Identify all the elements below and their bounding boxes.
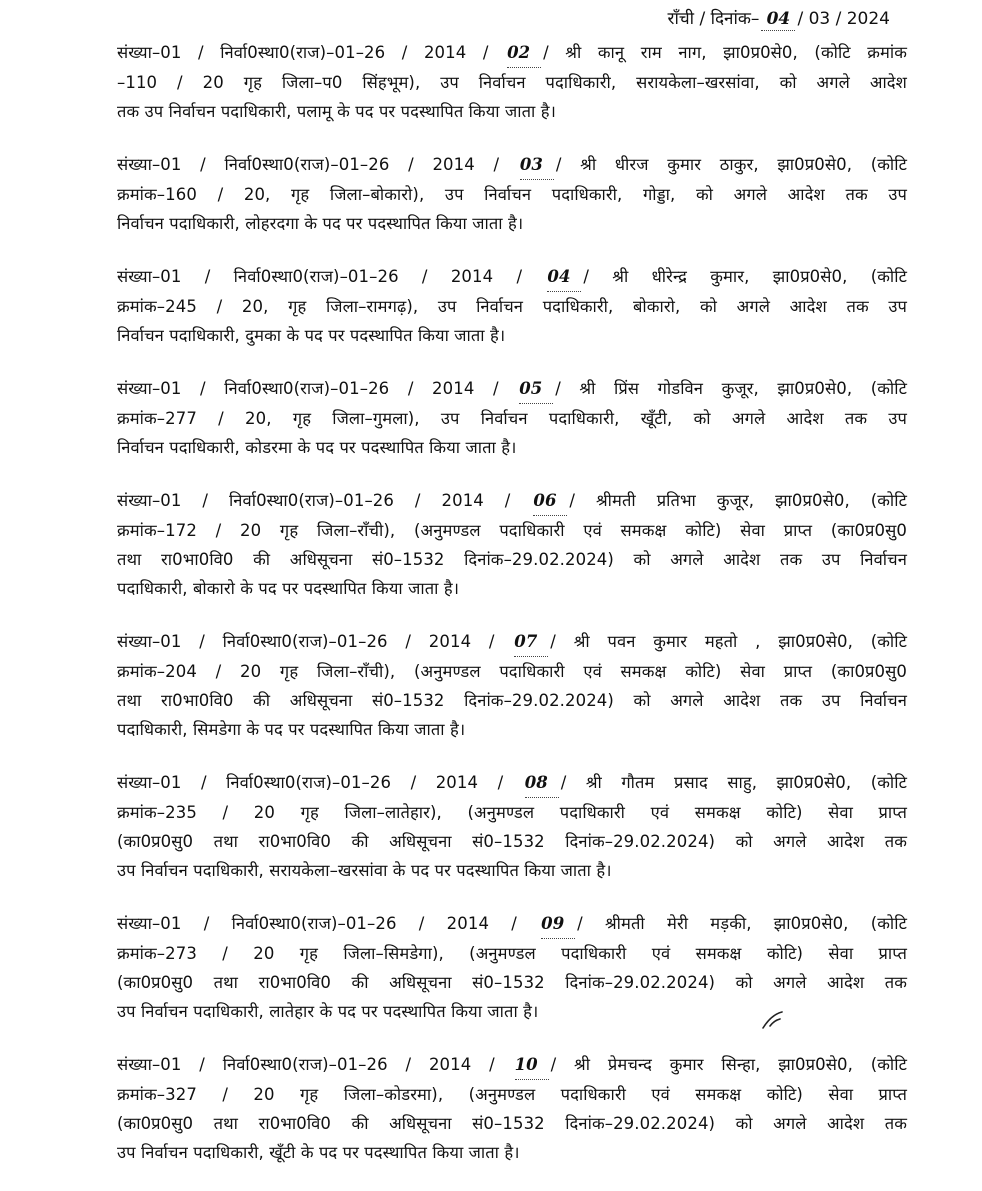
order-line-text: (का0प्र0सु0 तथा रा0भा0वि0 की अधिसूचना सं0–1532 दिनांक–29.02.2024) को अगले आदेश तक <box>117 832 907 851</box>
order-serial-prefix: संख्या–01 / निर्वा0स्था0(राज)–01–26 / 2014 / <box>117 773 523 792</box>
order-line-text: / श्री कानू राम नाग, झा0प्र0से0, (कोटि क्रमांक <box>543 43 907 62</box>
signature-mark <box>760 1010 786 1030</box>
order-line-text: –110 / 20 गृह जिला–प0 सिंहभूम), उप निर्वाचन पदाधिकारी, सरायकेला–खरसांवा, को अगले आदेश <box>117 73 907 92</box>
order-serial-prefix: संख्या–01 / निर्वा0स्था0(राज)–01–26 / 2014 / <box>117 267 546 286</box>
order-line-text: क्रमांक–327 / 20 गृह जिला–कोडरमा), (अनुमण्डल पदाधिकारी एवं समकक्ष कोटि) सेवा प्राप्त <box>117 1085 907 1104</box>
order-first-line <box>117 38 907 68</box>
order-line-text: क्रमांक–245 / 20, गृह जिला–रामगढ़), उप निर्वाचन पदाधिकारी, बोकारो, को अगले आदेश तक उप <box>117 297 907 316</box>
order-line-text: / श्री धीरज कुमार ठाकुर, झा0प्र0से0, (कोटि <box>555 155 907 174</box>
order-line-text: / श्री प्रेमचन्द कुमार सिन्हा, झा0प्र0से0, (कोटि <box>550 1055 907 1074</box>
order-line-text: तथा रा0भा0वि0 की अधिसूचना सं0–1532 दिनांक–29.02.2024) को अगले आदेश तक उप निर्वाचन <box>117 691 907 710</box>
order-line-text: उप निर्वाचन पदाधिकारी, खूँटी के पद पर पदस्थापित किया जाता है। <box>117 1143 520 1162</box>
order-line-text: / श्री पवन कुमार महतो , झा0प्र0से0, (कोटि <box>550 632 907 651</box>
order-line-text: (का0प्र0सु0 तथा रा0भा0वि0 की अधिसूचना सं0–1532 दिनांक–29.02.2024) को अगले आदेश तक <box>117 973 907 992</box>
order-line-text: उप निर्वाचन पदाधिकारी, सरायकेला–खरसांवा के पद पर पदस्थापित किया जाता है। <box>117 861 612 880</box>
order-entry <box>117 1050 907 1167</box>
order-line-text: क्रमांक–277 / 20, गृह जिला–गुमला), उप निर्वाचन पदाधिकारी, खूँटी, को अगले आदेश तक उप <box>117 409 907 428</box>
order-line-text: पदाधिकारी, बोकारो के पद पर पदस्थापित किया जाता है। <box>117 579 460 598</box>
order-line-text: क्रमांक–160 / 20, गृह जिला–बोकारो), उप निर्वाचन पदाधिकारी, गोड्डा, को अगले आदेश तक उप <box>117 185 907 204</box>
order-first-line <box>117 768 907 798</box>
order-line-text: क्रमांक–204 / 20 गृह जिला–राँची), (अनुमण्डल पदाधिकारी एवं समकक्ष कोटि) सेवा प्राप्त (का0प्र0सु0 <box>117 662 907 681</box>
order-line-text: निर्वाचन पदाधिकारी, कोडरमा के पद पर पदस्थापित किया जाता है। <box>117 438 517 457</box>
handwritten-serial-number: 05 <box>519 374 553 404</box>
order-serial-prefix: संख्या–01 / निर्वा0स्था0(राज)–01–26 / 2014 / <box>117 43 506 62</box>
handwritten-serial-number: 06 <box>533 486 567 516</box>
order-entry <box>117 909 907 1026</box>
order-line-text: निर्वाचन पदाधिकारी, दुमका के पद पर पदस्थापित किया जाता है। <box>117 326 506 345</box>
order-serial-prefix: संख्या–01 / निर्वा0स्था0(राज)–01–26 / 2014 / <box>117 1055 513 1074</box>
month-year: / 03 / 2024 <box>797 9 890 29</box>
order-line-text: क्रमांक–273 / 20 गृह जिला–सिमडेगा), (अनुमण्डल पदाधिकारी एवं समकक्ष कोटि) सेवा प्राप्त <box>117 944 907 963</box>
order-serial-prefix: संख्या–01 / निर्वा0स्था0(राज)–01–26 / 2014 / <box>117 914 540 933</box>
order-line-text: उप निर्वाचन पदाधिकारी, लातेहार के पद पर पदस्थापित किया जाता है। <box>117 1002 539 1021</box>
order-entry <box>117 627 907 744</box>
order-line-text: (का0प्र0सु0 तथा रा0भा0वि0 की अधिसूचना सं0–1532 दिनांक–29.02.2024) को अगले आदेश तक <box>117 1114 907 1133</box>
order-serial-prefix: संख्या–01 / निर्वा0स्था0(राज)–01–26 / 2014 / <box>117 155 518 174</box>
order-first-line <box>117 150 907 180</box>
order-line-text: / श्रीमती मेरी मड़की, झा0प्र0से0, (कोटि <box>577 914 907 933</box>
order-entry <box>117 768 907 885</box>
order-line-text: पदाधिकारी, सिमडेगा के पद पर पदस्थापित किया जाता है। <box>117 720 466 739</box>
order-entry <box>117 486 907 603</box>
handwritten-serial-number: 10 <box>515 1050 549 1080</box>
order-entry <box>117 38 907 126</box>
order-first-line <box>117 374 907 404</box>
handwritten-serial-number: 09 <box>541 909 575 939</box>
order-line-text: निर्वाचन पदाधिकारी, लोहरदगा के पद पर पदस्थापित किया जाता है। <box>117 214 524 233</box>
order-serial-prefix: संख्या–01 / निर्वा0स्था0(राज)–01–26 / 2014 / <box>117 379 518 398</box>
orders-list <box>117 38 907 1191</box>
order-entry <box>117 150 907 238</box>
order-first-line <box>117 1050 907 1080</box>
order-line-text: / श्रीमती प्रतिभा कुजूर, झा0प्र0से0, (कोटि <box>569 491 907 510</box>
order-first-line <box>117 486 907 516</box>
order-line-text: क्रमांक–172 / 20 गृह जिला–राँची), (अनुमण्डल पदाधिकारी एवं समकक्ष कोटि) सेवा प्राप्त (का0प्र0सु0 <box>117 521 907 540</box>
place-date-prefix: राँची / दिनांक– <box>667 9 760 29</box>
order-first-line <box>117 262 907 292</box>
handwritten-serial-number: 02 <box>507 38 541 68</box>
order-serial-prefix: संख्या–01 / निर्वा0स्था0(राज)–01–26 / 2014 / <box>117 491 532 510</box>
handwritten-day: 04 <box>761 8 795 31</box>
order-entry <box>117 262 907 350</box>
order-line-text: / श्री धीरेन्द्र कुमार, झा0प्र0से0, (कोटि <box>583 267 907 286</box>
order-entry <box>117 374 907 462</box>
order-line-text: / श्री गौतम प्रसाद साहु, झा0प्र0से0, (कोटि <box>560 773 907 792</box>
order-first-line <box>117 627 907 657</box>
order-line-text: तथा रा0भा0वि0 की अधिसूचना सं0–1532 दिनांक–29.02.2024) को अगले आदेश तक उप निर्वाचन <box>117 550 907 569</box>
order-first-line <box>117 909 907 939</box>
order-line-text: तक उप निर्वाचन पदाधिकारी, पलामू के पद पर पदस्थापित किया जाता है। <box>117 102 556 121</box>
order-line-text: / श्री प्रिंस गोडविन कुजूर, झा0प्र0से0, (कोटि <box>555 379 907 398</box>
handwritten-serial-number: 04 <box>547 262 581 292</box>
handwritten-serial-number: 08 <box>525 768 559 798</box>
order-line-text: क्रमांक–235 / 20 गृह जिला–लातेहार), (अनुमण्डल पदाधिकारी एवं समकक्ष कोटि) सेवा प्राप्त <box>117 803 907 822</box>
place-date-line <box>668 8 890 31</box>
order-serial-prefix: संख्या–01 / निर्वा0स्था0(राज)–01–26 / 2014 / <box>117 632 513 651</box>
handwritten-serial-number: 03 <box>520 150 554 180</box>
handwritten-serial-number: 07 <box>514 627 548 657</box>
